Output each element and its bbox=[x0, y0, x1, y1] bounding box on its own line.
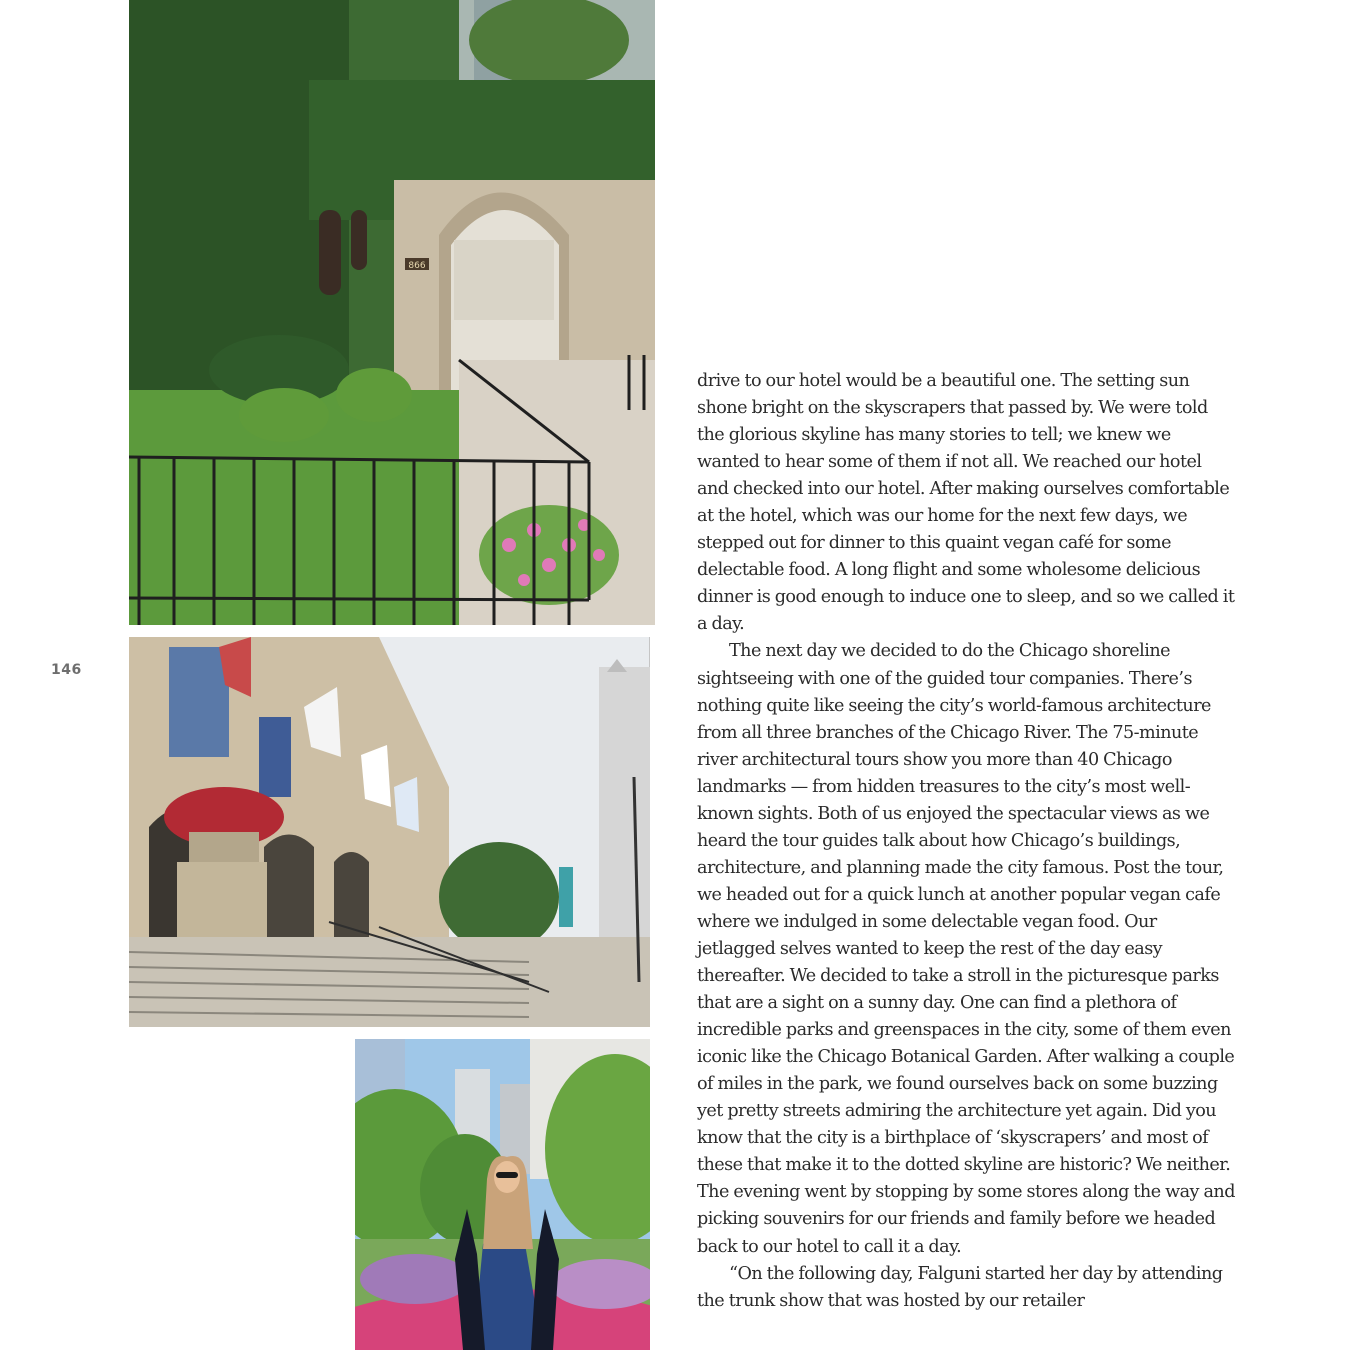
article-paragraph: The next day we decided to do the Chicago shoreline sightseeing with one of the guided tour companies. There’s nothing quite like seeing the city’s world-famous architecture from all three branches of the Chicago River. The 75-minute river architectural tours show you more than 40 Chicago landmarks — from hidden treasures to the city’s most well-known sights. Both of us enjoyed the spectacular views as we heard the tour guides talk about how Chicago’s buildings, architecture, and planning made the city famous. Post the tour, we headed out for a quick lunch at another popular vegan cafe where we indulged in some delectable vegan food. Our jetlagged selves wanted to keep the rest of the day easy thereafter. We decided to take a stroll in the picturesque parks that are a sight on a sunny day. One can find a plethora of incredible parks and greenspaces in the city, some of them even iconic like the Chicago Botanical Garden. After walking a couple of miles in the park, we found ourselves back on some buzzing yet pretty streets admiring the architecture yet again. Did you know that the city is a birthplace of ‘skyscrapers’ and most of these that make it to the dotted skyline are historic? We neither. The evening went by stopping by some stores along the way and picking souvenirs for our friends and family before we headed back to our hotel to call it a day. bbox=[697, 641, 1235, 1257]
article-paragraph: “On the following day, Falguni started her day by attending the trunk show that was hosted by our retailer bbox=[697, 1263, 1223, 1311]
article-paragraph: drive to our hotel would be a beautiful one. The setting sun shone bright on the skyscrapers that passed by. We were told the glorious skyline has many stories to tell; we knew we wanted to hear some of them if not all. We reached our hotel and checked into our hotel. After making ourselves comfortable at the hotel, which was our home for the next few days, we stepped out for dinner to this quaint vegan café for some delectable food. A long flight and some wholesome delicious dinner is good enough to induce one to sleep, and so we called it a day. bbox=[697, 371, 1235, 635]
article-body bbox=[697, 368, 1237, 1315]
park-portrait-photo bbox=[355, 1039, 650, 1350]
gate-address-sign: 866 bbox=[408, 261, 426, 271]
museum-facade-photo bbox=[129, 637, 650, 1027]
page-number: 146 bbox=[51, 662, 82, 678]
ivy-gate-photo bbox=[129, 0, 655, 625]
